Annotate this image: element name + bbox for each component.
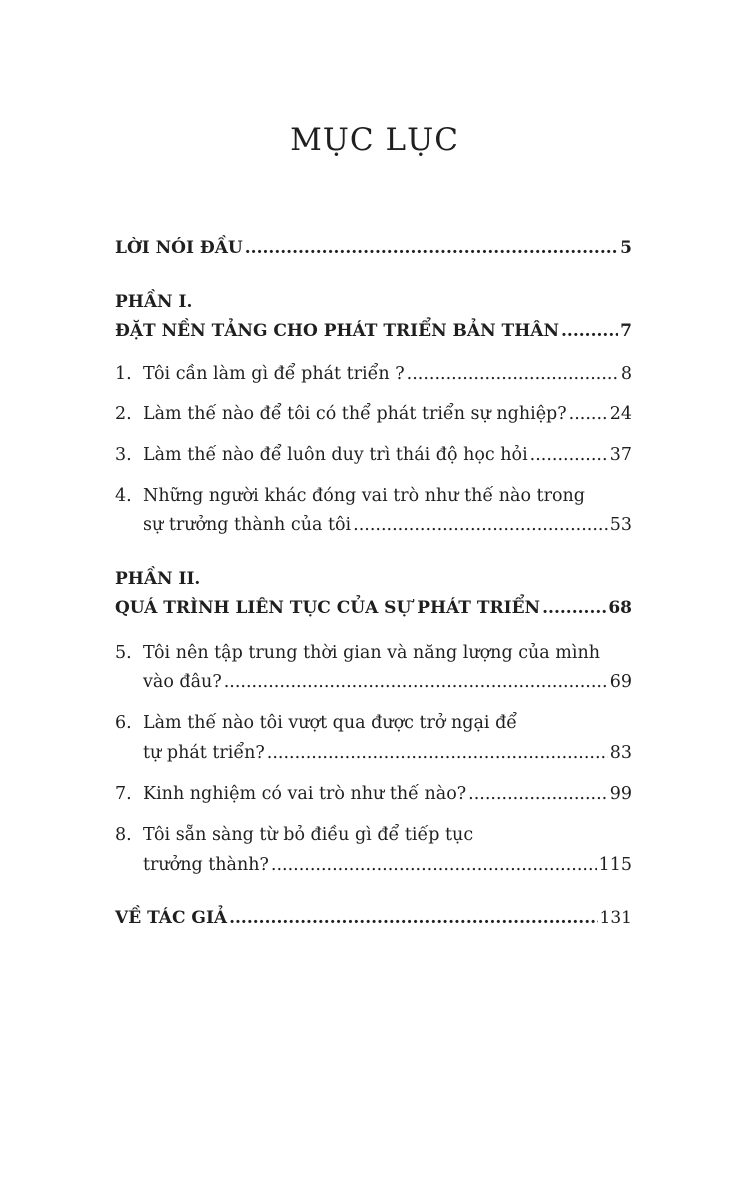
toc-entry-intro[interactable] — [115, 238, 632, 266]
dot-leader — [224, 672, 608, 692]
toc-entry-chapter-6-line-2[interactable] — [115, 743, 632, 771]
toc-page-number: 83 — [609, 743, 632, 763]
part-1-heading: PHẦN I. — [115, 292, 193, 312]
dot-leader — [271, 855, 597, 875]
toc-page-number: 24 — [609, 404, 632, 424]
dot-leader — [245, 238, 618, 258]
chapter-number: 1. — [115, 364, 132, 384]
dot-leader — [353, 515, 608, 535]
toc-entry-chapter-8-line-2[interactable] — [115, 855, 632, 883]
chapter-title: Làm thế nào để luôn duy trì thái độ học hỏi — [143, 445, 528, 465]
toc-entry-label: LỜI NÓI ĐẦU — [115, 238, 243, 258]
chapter-title: Những người khác đóng vai trò như thế nào trong — [143, 486, 585, 506]
toc-page-number: 37 — [609, 445, 632, 465]
toc-page-number: 53 — [609, 515, 632, 535]
chapter-number: 6. — [115, 713, 132, 733]
toc-entry-chapter-4-line-1[interactable] — [115, 486, 585, 506]
toc-page-number: 115 — [598, 855, 632, 875]
toc-entry-part-2[interactable] — [115, 598, 632, 626]
toc-entry-chapter-4-line-2[interactable] — [115, 515, 632, 543]
toc-entry-chapter-2[interactable] — [115, 404, 632, 432]
toc-entry-chapter-6-line-1[interactable] — [115, 713, 517, 733]
toc-entry-chapter-5-line-2[interactable] — [115, 672, 632, 700]
toc-entry-chapter-1[interactable] — [115, 364, 632, 392]
toc-page-number: 69 — [609, 672, 632, 692]
chapter-title: Tôi nên tập trung thời gian và năng lượng của mình — [143, 643, 601, 663]
chapter-title-continued: trưởng thành? — [143, 855, 269, 875]
toc-page-number: 99 — [609, 784, 632, 804]
chapter-number: 4. — [115, 486, 132, 506]
toc-entry-about-author[interactable] — [115, 908, 632, 936]
dot-leader — [468, 784, 608, 804]
chapter-title-continued: sự trưởng thành của tôi — [143, 515, 352, 535]
chapter-title-continued: tự phát triển? — [143, 743, 265, 763]
chapter-number: 8. — [115, 825, 132, 845]
toc-entry-chapter-3[interactable] — [115, 445, 632, 473]
toc-page-number: 5 — [620, 238, 632, 258]
chapter-title: Tôi cần làm gì để phát triển ? — [143, 364, 405, 384]
toc-entry-part-1[interactable] — [115, 321, 632, 349]
chapter-number: 3. — [115, 445, 132, 465]
toc-entry-label: ĐẶT NỀN TẢNG CHO PHÁT TRIỂN BẢN THÂN — [115, 321, 559, 341]
chapter-number: 7. — [115, 784, 132, 804]
chapter-title: Làm thế nào để tôi có thể phát triển sự nghiệp? — [143, 404, 567, 424]
dot-leader — [267, 743, 608, 763]
toc-page-number: 68 — [608, 598, 632, 618]
chapter-title: Kinh nghiệm có vai trò như thế nào? — [143, 784, 467, 804]
toc-entry-label: QUÁ TRÌNH LIÊN TỤC CỦA SỰ PHÁT TRIỂN — [115, 598, 541, 618]
chapter-title: Làm thế nào tôi vượt qua được trở ngại để — [143, 713, 518, 733]
chapter-number: 2. — [115, 404, 132, 424]
toc-entry-chapter-8-line-1[interactable] — [115, 825, 473, 845]
chapter-title-continued: vào đâu? — [143, 672, 222, 692]
toc-page-number: 131 — [599, 908, 632, 928]
toc-entry-chapter-7[interactable] — [115, 784, 632, 812]
page-title: MỤC LỤC — [290, 122, 459, 158]
dot-leader — [407, 364, 619, 384]
toc-page-number: 7 — [620, 321, 632, 341]
dot-leader — [530, 445, 608, 465]
dot-leader — [229, 908, 597, 928]
chapter-number: 5. — [115, 643, 132, 663]
toc-entry-chapter-5-line-1[interactable] — [115, 643, 600, 663]
dot-leader — [561, 321, 618, 341]
chapter-title: Tôi sẵn sàng từ bỏ điều gì để tiếp tục — [143, 825, 474, 845]
dot-leader — [569, 404, 608, 424]
toc-entry-label: VỀ TÁC GIẢ — [115, 908, 228, 928]
part-2-heading: PHẦN II. — [115, 569, 201, 589]
toc-page-number: 8 — [620, 364, 632, 384]
dot-leader — [542, 598, 606, 618]
